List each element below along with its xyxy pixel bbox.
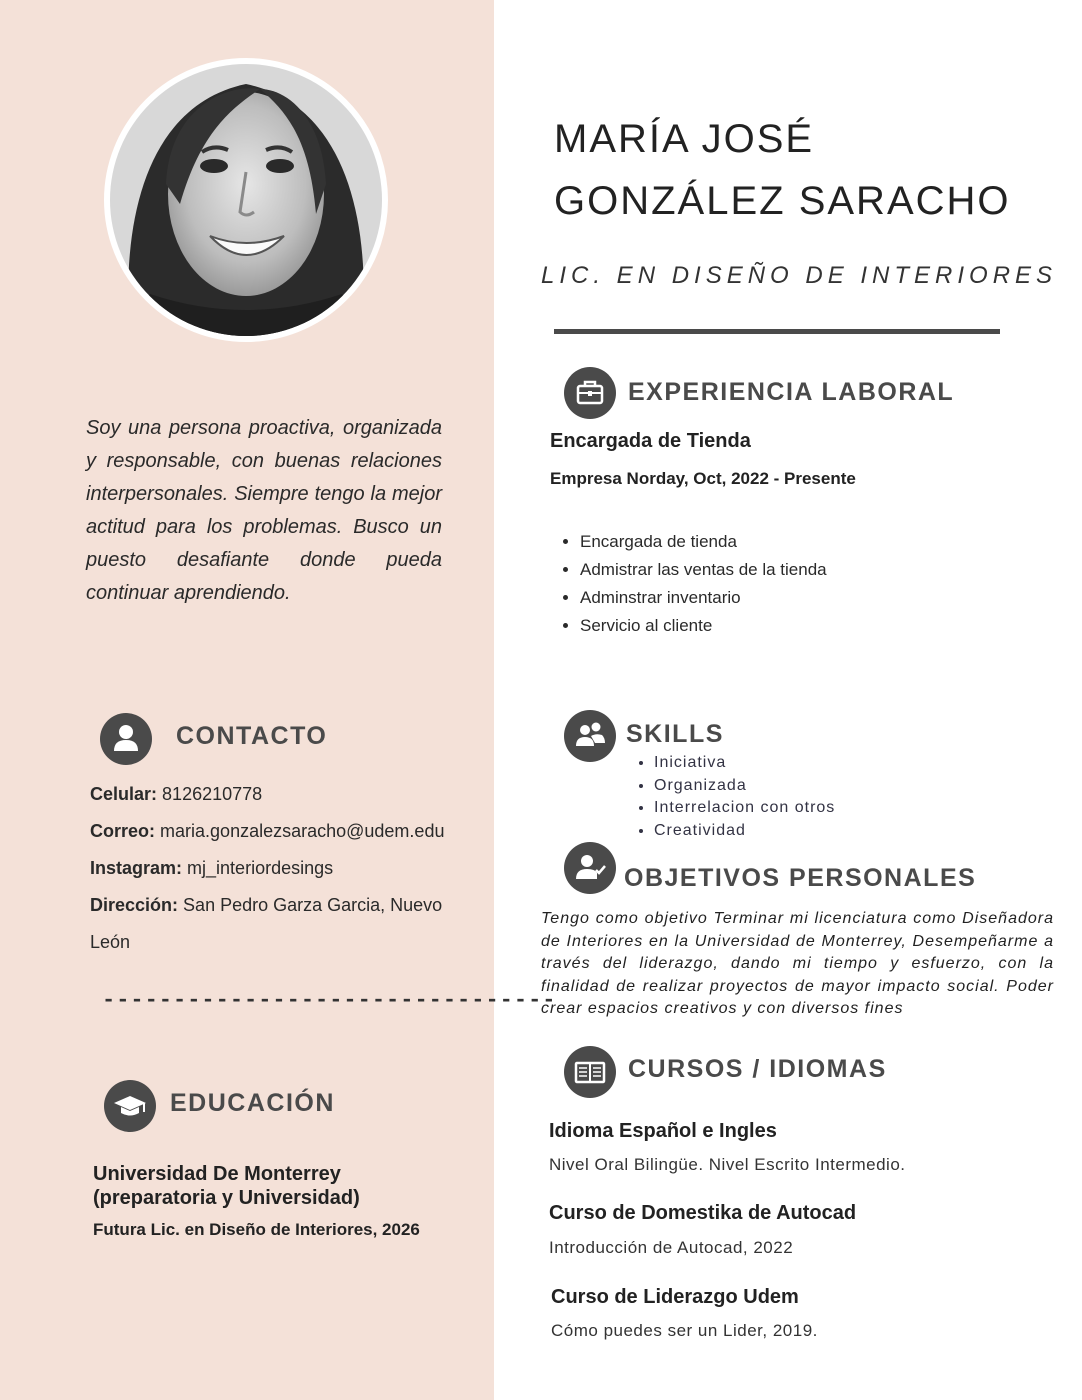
skills-list bbox=[654, 752, 835, 842]
contact-instagram bbox=[90, 858, 333, 879]
course-title: Idioma Español e Ingles bbox=[549, 1120, 777, 1142]
list-item: • Adminstrar inventario bbox=[580, 584, 827, 612]
divider: -------------------------------- bbox=[102, 988, 557, 1013]
objectives-title: OBJETIVOS PERSONALES bbox=[624, 864, 977, 892]
education-school bbox=[93, 1162, 473, 1210]
contact-phone bbox=[90, 784, 262, 805]
list-item: • Encargada de tienda bbox=[580, 528, 827, 556]
contact-address bbox=[90, 895, 442, 916]
list-item: • Interrelacion con otros bbox=[654, 797, 835, 820]
address-label: Dirección: bbox=[90, 895, 179, 915]
list-item: • Admistrar las ventas de la tienda bbox=[580, 556, 827, 584]
school-line1: Universidad De Monterrey bbox=[93, 1163, 341, 1185]
contact-email bbox=[90, 821, 444, 842]
objectives-text: Tengo como objetivo Terminar mi licenciatura como Diseñadora de Interiores en la Universidad de Monterrey, Desempeñarme a través del liderazgo, dando mi tiempo y esfuerzo, con la finalidad de realizar proyectos de mayor impacto social. Poder crear espacios creativos y con diversos fines bbox=[541, 910, 1054, 1017]
phone-label: Celular: bbox=[90, 784, 158, 804]
profile-photo bbox=[104, 58, 388, 342]
experience-title: EXPERIENCIA LABORAL bbox=[628, 378, 955, 406]
courses-title: CURSOS / IDIOMAS bbox=[628, 1055, 887, 1083]
degree-title: LIC. EN DISEÑO DE INTERIORES bbox=[541, 262, 1058, 289]
course-title: Curso de Liderazgo Udem bbox=[551, 1286, 799, 1308]
name-line2: GONZÁLEZ SARACHO bbox=[554, 179, 1011, 223]
profile-summary: Soy una persona proactiva, organizada y responsable, con buenas relaciones interpersonales. Siempre tengo la mejor actitud para los problemas. Busco un puesto desafiante donde pueda continuar aprendiendo. bbox=[86, 417, 442, 604]
name-line1: MARÍA JOSÉ bbox=[554, 117, 815, 161]
graduation-cap-icon bbox=[104, 1080, 156, 1132]
book-icon bbox=[564, 1046, 616, 1098]
list-item: • Creatividad bbox=[654, 820, 835, 843]
user-icon bbox=[100, 713, 152, 765]
contact-title: CONTACTO bbox=[176, 722, 328, 750]
full-name bbox=[554, 108, 1011, 232]
contact-address-line2: León bbox=[90, 932, 131, 952]
instagram-label: Instagram: bbox=[90, 858, 183, 878]
email-value[interactable]: maria.gonzalezsaracho@udem.edu bbox=[160, 821, 445, 841]
job-detail: Empresa Norday, Oct, 2022 - Presente bbox=[550, 469, 856, 488]
user-check-icon bbox=[564, 842, 616, 894]
list-item: • Organizada bbox=[654, 775, 835, 798]
skills-title: SKILLS bbox=[626, 720, 724, 748]
course-detail: Nivel Oral Bilingüe. Nivel Escrito Intermedio. bbox=[549, 1155, 906, 1174]
instagram-value[interactable]: mj_interiordesings bbox=[187, 858, 334, 878]
phone-value: 8126210778 bbox=[162, 784, 263, 804]
list-item: • Iniciativa bbox=[654, 752, 835, 775]
portrait-image bbox=[110, 64, 382, 336]
education-title: EDUCACIÓN bbox=[170, 1089, 335, 1117]
address-value: San Pedro Garza Garcia, Nuevo bbox=[183, 895, 443, 915]
duties-list bbox=[580, 528, 827, 640]
email-label: Correo: bbox=[90, 821, 156, 841]
header-rule bbox=[554, 329, 1000, 334]
briefcase-icon bbox=[564, 367, 616, 419]
school-line2: (preparatoria y Universidad) bbox=[93, 1187, 360, 1209]
job-title: Encargada de Tienda bbox=[550, 430, 751, 452]
list-item: • Servicio al cliente bbox=[580, 612, 827, 640]
course-title: Curso de Domestika de Autocad bbox=[549, 1202, 857, 1224]
course-detail: Introducción de Autocad, 2022 bbox=[549, 1238, 794, 1257]
people-icon bbox=[564, 710, 616, 762]
education-detail: Futura Lic. en Diseño de Interiores, 2026 bbox=[93, 1220, 420, 1239]
course-detail: Cómo puedes ser un Lider, 2019. bbox=[551, 1321, 818, 1340]
